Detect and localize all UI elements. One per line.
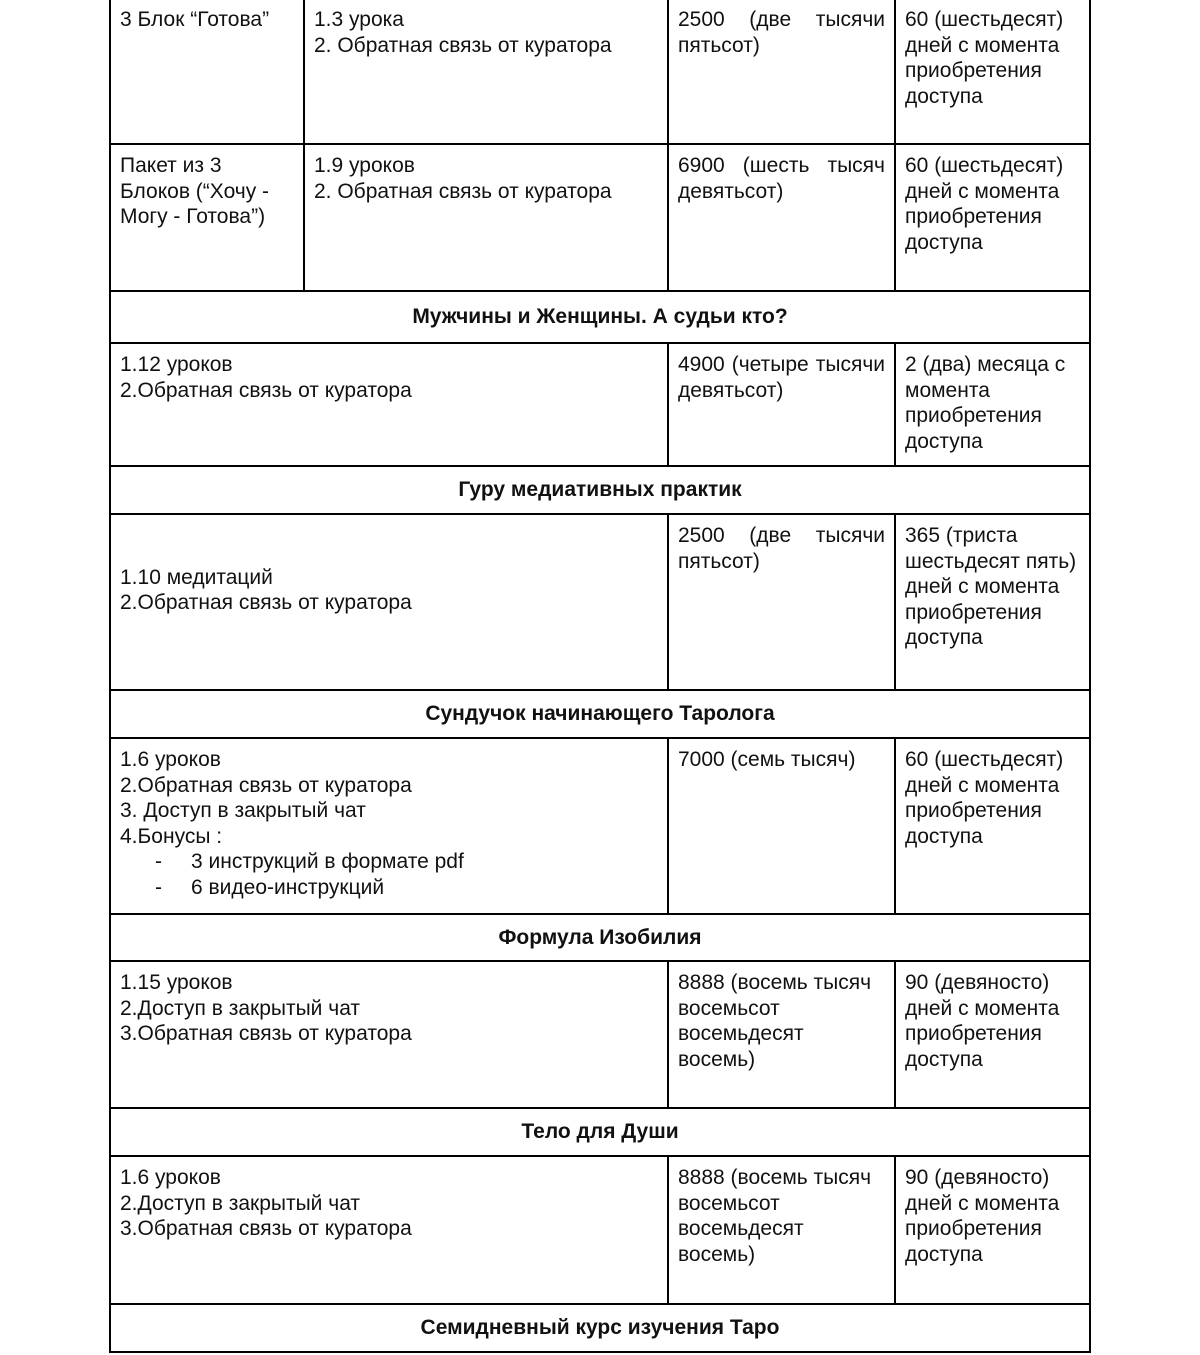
table-row (110, 343, 1090, 466)
product-name-cell: Пакет из 3 Блоков (“Хочу - Могу - Готова”) (110, 144, 304, 291)
list-item: 3.Обратная связь от куратора (120, 1022, 412, 1046)
bonus-item: - 3 инструкций в формате pdf (155, 850, 464, 874)
list-item: 2. Обратная связь от куратора (314, 179, 612, 203)
contents-cell (110, 1156, 668, 1304)
table-row (110, 0, 1090, 144)
list-item: 1.12 уроков (120, 353, 233, 376)
price-cell: 2500 (две тысячи пятьсот) (668, 514, 895, 690)
list-item: 1.15 уроков (120, 971, 233, 994)
list-item: 3.Обратная связь от куратора (120, 1217, 412, 1241)
section-header-row (110, 690, 1090, 738)
list-item: 2.Обратная связь от куратора (120, 378, 412, 402)
list-item: 2.Обратная связь от куратора (120, 591, 412, 615)
contents-cell (110, 961, 668, 1108)
section-header-row (110, 1304, 1090, 1352)
list-item: 2.Доступ в закрытый чат (120, 996, 361, 1020)
term-cell: 90 (девяносто) дней с момента приобретения доступа (895, 1156, 1090, 1304)
product-name-cell: 3 Блок “Готова” (110, 0, 304, 144)
list-item: 2.Доступ в закрытый чат (120, 1191, 361, 1215)
contents-cell (110, 514, 668, 690)
list-item: 1.3 урока (314, 8, 404, 31)
contents-cell (110, 343, 668, 466)
term-cell: 60 (шестьдесят) дней с момента приобретения доступа (895, 0, 1090, 144)
section-title: Сундучок начинающего Таролога (110, 690, 1090, 738)
list-item: 2. Обратная связь от куратора (314, 33, 612, 57)
list-item: 3. Доступ в закрытый чат (120, 799, 366, 823)
section-title: Тело для Души (110, 1108, 1090, 1156)
table-row (110, 961, 1090, 1108)
price-cell: 8888 (восемь тысяч восемьсот восемьдесят восемь) (668, 1156, 895, 1304)
term-cell: 2 (два) месяца с момента приобретения доступа (895, 343, 1090, 466)
list-item: 4.Бонусы : (120, 824, 223, 848)
term-cell: 60 (шестьдесят) дней с момента приобретения доступа (895, 738, 1090, 914)
section-header-row (110, 466, 1090, 514)
section-header-row (110, 914, 1090, 961)
term-cell: 60 (шестьдесят) дней с момента приобретения доступа (895, 144, 1090, 291)
section-title: Мужчины и Женщины. А судьи кто? (110, 291, 1090, 343)
contents-cell (304, 144, 668, 291)
price-cell: 4900 (четыре тысячи девятьсот) (668, 343, 895, 466)
table-row (110, 1156, 1090, 1304)
table-row (110, 738, 1090, 914)
bonus-list (120, 849, 658, 900)
section-title: Формула Изобилия (110, 914, 1090, 961)
price-cell: 8888 (восемь тысяч восемьсот восемьдесят восемь) (668, 961, 895, 1108)
contents-cell (110, 738, 668, 914)
price-cell: 2500 (две тысячи пятьсот) (668, 0, 895, 144)
section-header-row (110, 291, 1090, 343)
bonus-item: - 6 видео-инструкций (155, 875, 385, 899)
dash-marker: - (155, 850, 162, 874)
table-row (110, 144, 1090, 291)
term-cell: 365 (триста шестьдесят пять) дней с момента приобретения доступа (895, 514, 1090, 690)
table-row (110, 514, 1090, 690)
list-item: 1.6 уроков (120, 748, 221, 771)
price-cell: 6900 (шесть тысяч девятьсот) (668, 144, 895, 291)
list-item: 1.6 уроков (120, 1166, 221, 1189)
dash-marker: - (155, 875, 162, 899)
contents-cell (304, 0, 668, 144)
section-title: Гуру медиативных практик (110, 466, 1090, 514)
term-cell: 90 (девяносто) дней с момента приобретения доступа (895, 961, 1090, 1108)
section-title: Семидневный курс изучения Таро (110, 1304, 1090, 1352)
pricing-table (109, 0, 1091, 1353)
list-item: 1.9 уроков (314, 154, 415, 177)
section-header-row (110, 1108, 1090, 1156)
list-item: 1.10 медитаций (120, 565, 273, 589)
list-item: 2.Обратная связь от куратора (120, 773, 412, 797)
price-cell: 7000 (семь тысяч) (668, 738, 895, 914)
